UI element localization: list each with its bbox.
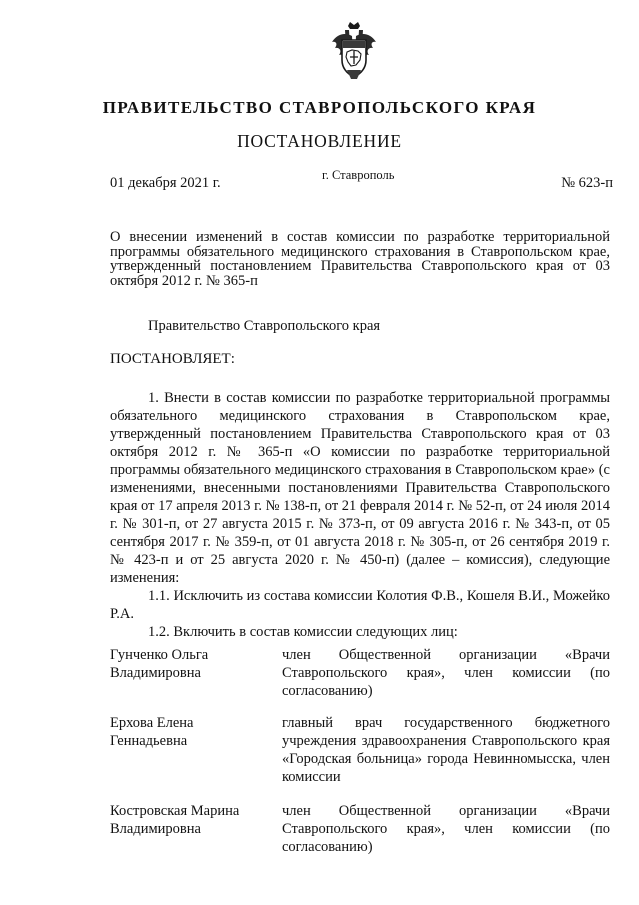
member-name: Костровская Марина Владимировна	[110, 803, 240, 837]
document-subject: О внесении изменений в состав комиссии по разработке территориальной программы обязательного медицинского страхования в Ставропольском крае, утвержденный постановлением Правительства Ставропольского края от 03 октября 2012 г. № 365-п	[110, 229, 610, 289]
resolution-heading: ПОСТАНОВЛЯЕТ:	[110, 351, 235, 367]
document-body	[110, 389, 610, 641]
member-role: член Общественной организации «Врачи Ставропольского края», член комиссии (по согласованию)	[282, 803, 610, 855]
document-date: 01 декабря 2021 г.	[110, 175, 221, 191]
organization-title: ПРАВИТЕЛЬСТВО СТАВРОПОЛЬСКОГО КРАЯ	[102, 98, 537, 117]
paragraph: 1.1. Исключить из состава комиссии Колотия Ф.В., Кошеля В.И., Можейко Р.А.	[110, 588, 610, 622]
member-role: член Общественной организации «Врачи Ставропольского края», член комиссии (по согласованию)	[282, 647, 610, 699]
paragraph: 1. Внести в состав комиссии по разработке территориальной программы обязательного медицинского страхования в Ставропольском крае, утвержденный постановлением Правительства Ставропольского края от 03 октября 2012 г. № 365-п «О комиссии по разработке территориальной программы обязательного медицинского страхования в Ставропольском крае» (с изменениями, внесенными постановлениями Правительства Ставропольского края от 17 апреля 2013 г. № 138-п, от 21 февраля 2014 г. № 52-п, от 24 июля 2014 г. № 301-п, от 27 августа 2015 г. № 373-п, от 09 августа 2016 г. № 343-п, от 05 сентября 2017 г. № 359-п, от 01 августа 2018 г. № 305-п, от 26 сентября 2019 г. № 423-п и от 25 августа 2020 г. № 450-п) (далее – комиссия), следующие изменения:	[110, 390, 610, 586]
coat-of-arms-icon	[329, 20, 379, 82]
paragraph: 1.2. Включить в состав комиссии следующих лиц:	[148, 624, 458, 640]
document-type: ПОСТАНОВЛЕНИЕ	[237, 131, 402, 151]
member-name: Ерхова Елена Геннадьевна	[110, 715, 194, 749]
document-number: № 623-п	[561, 175, 613, 191]
member-name: Гунченко Ольга Владимировна	[110, 647, 209, 681]
member-role: главный врач государственного бюджетного учреждения здравоохранения Ставропольского края «Городская больница» города Невинномысска, член комиссии	[282, 715, 610, 785]
issuing-authority: Правительство Ставропольского края	[148, 318, 381, 334]
document-city: г. Ставрополь	[322, 168, 395, 182]
